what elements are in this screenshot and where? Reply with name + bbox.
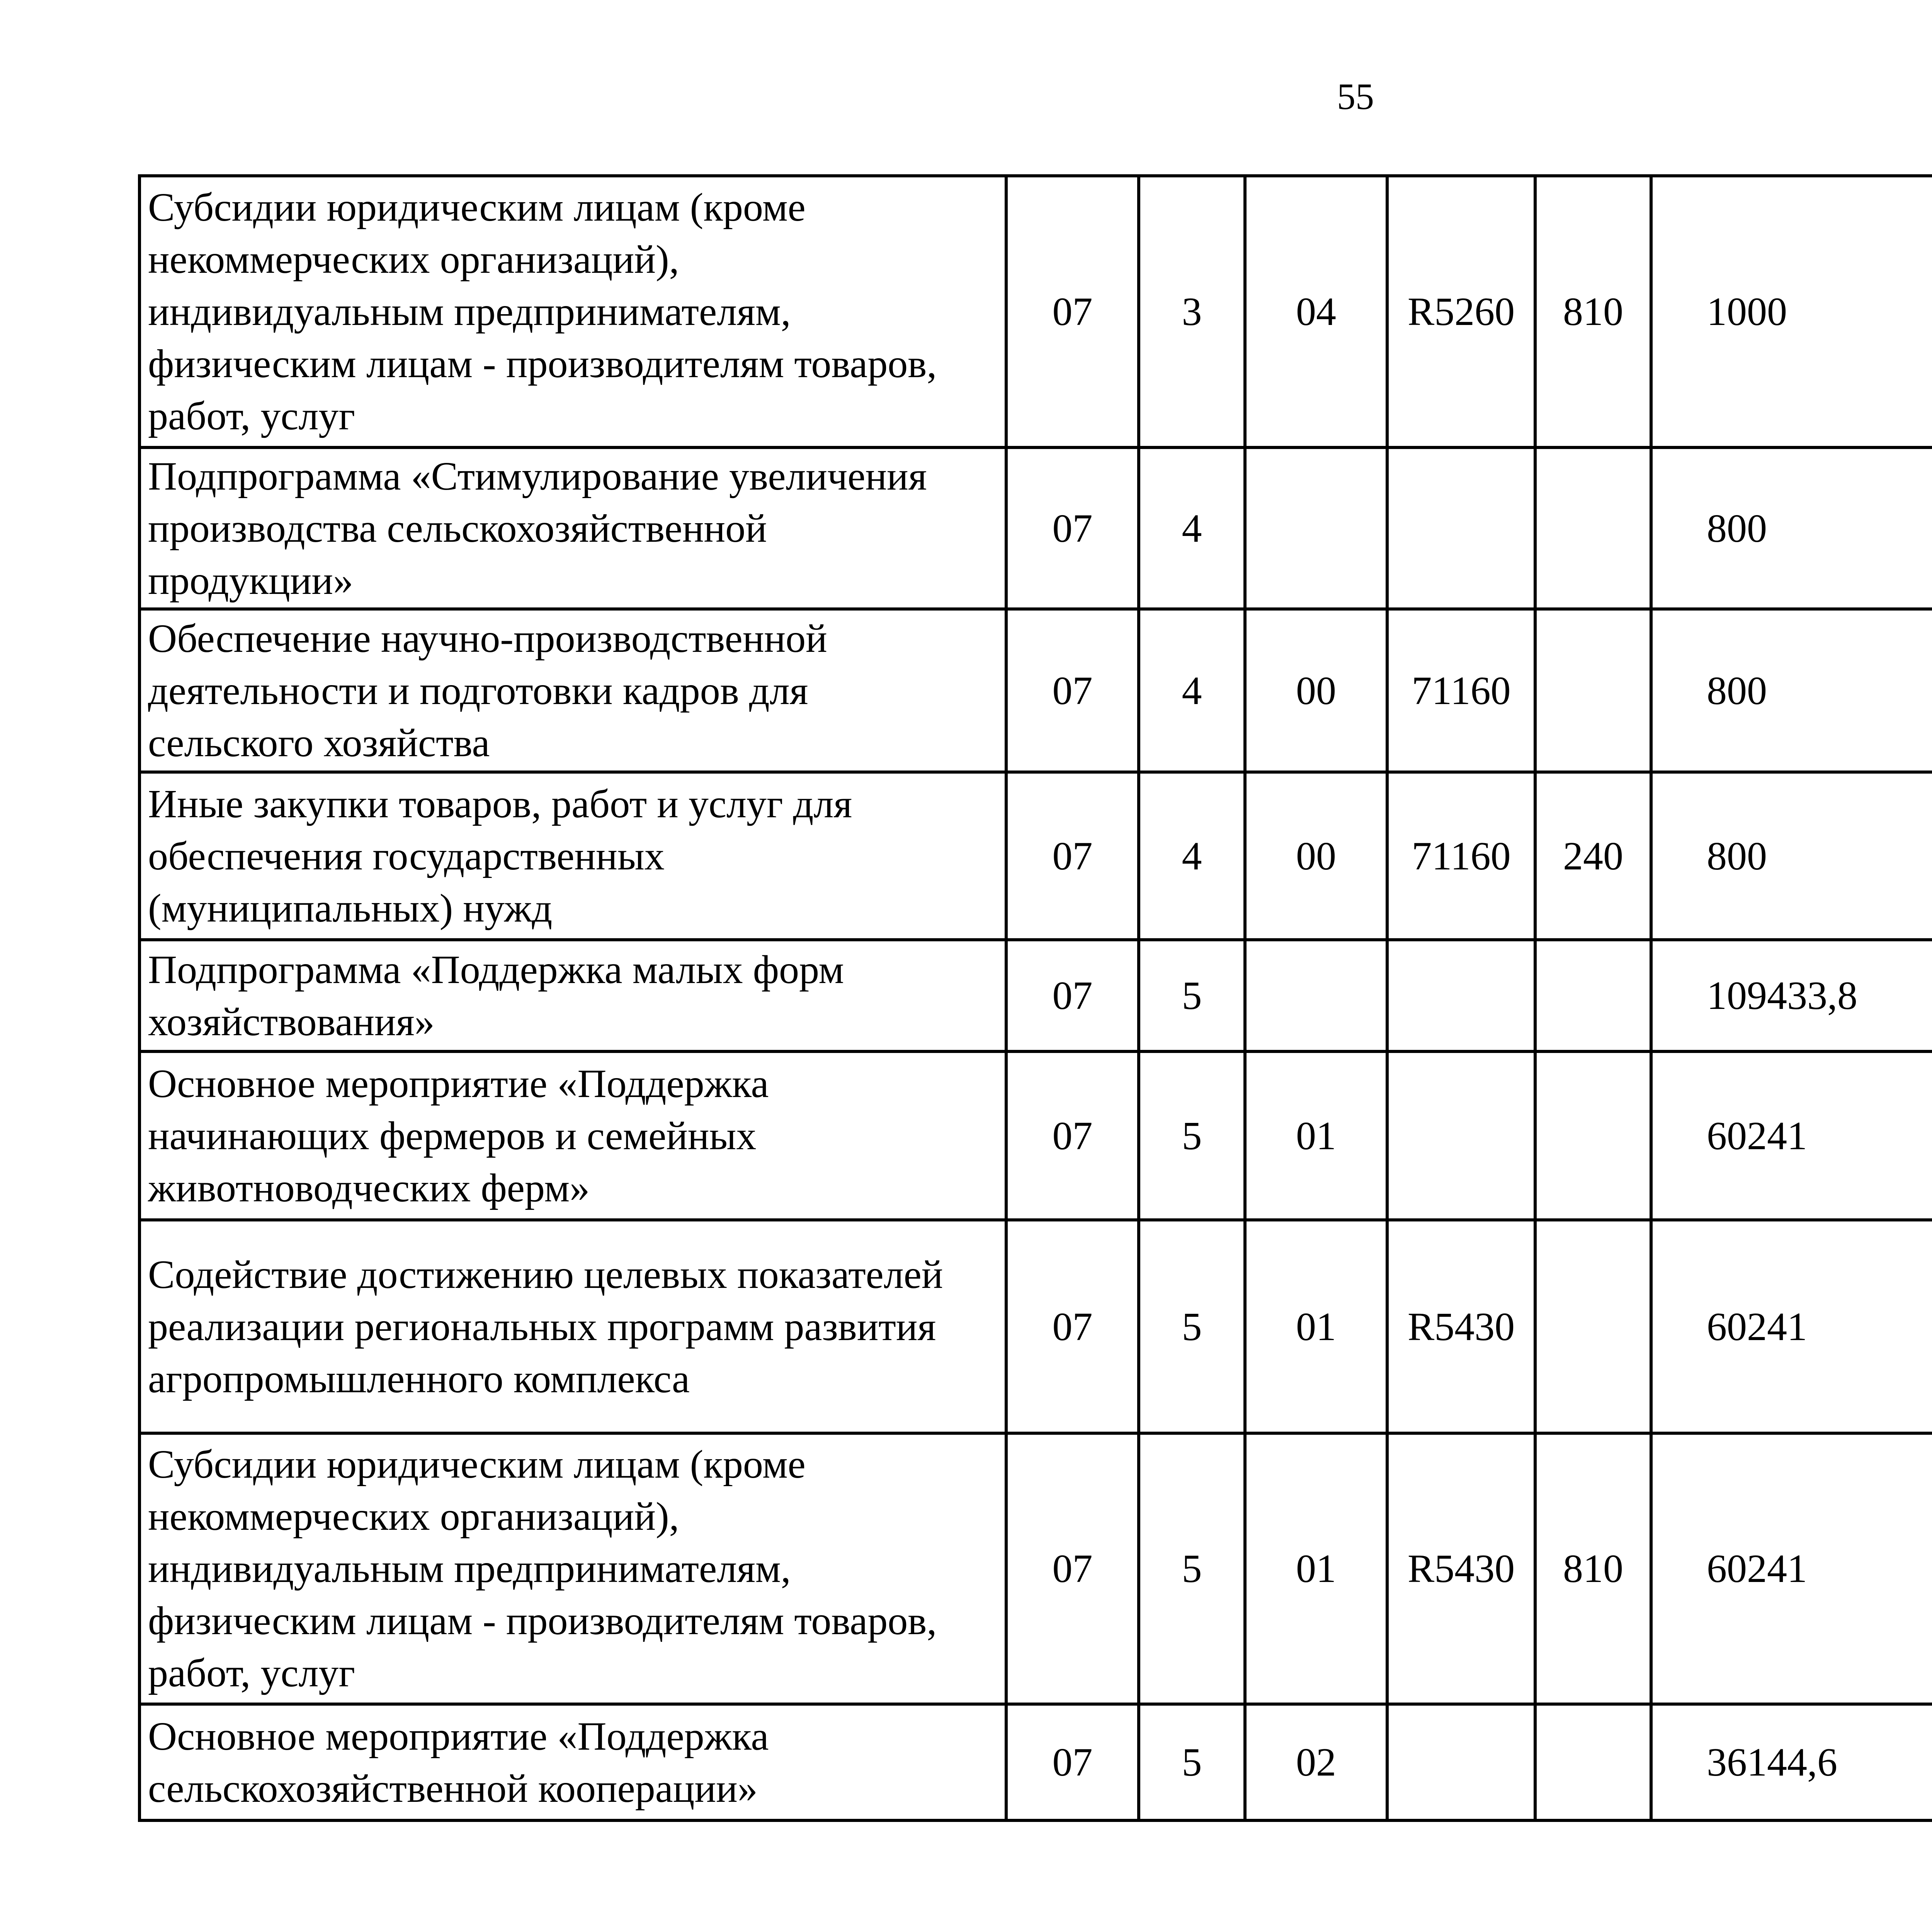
row-name-line: физическим лицам - производителям товаров, bbox=[148, 342, 937, 386]
amount-1-cell: 109433,8 bbox=[1651, 940, 1932, 1051]
subprogram-code-cell: 4 bbox=[1139, 609, 1245, 772]
program-code-cell: 07 bbox=[1006, 940, 1139, 1051]
event-code-cell bbox=[1245, 940, 1387, 1051]
event-code-cell: 00 bbox=[1245, 609, 1387, 772]
row-name-cell bbox=[139, 940, 1006, 1051]
table-row bbox=[139, 1051, 1932, 1220]
program-code-cell: 07 bbox=[1006, 176, 1139, 447]
program-code-cell: 07 bbox=[1006, 1433, 1139, 1704]
table-row bbox=[139, 1433, 1932, 1704]
amount-1-cell: 800 bbox=[1651, 447, 1932, 609]
row-name-cell bbox=[139, 176, 1006, 447]
row-name-line: хозяйствования» bbox=[148, 999, 435, 1044]
expense-type-cell bbox=[1535, 1051, 1651, 1220]
program-code-cell: 07 bbox=[1006, 1704, 1139, 1820]
row-name-line: Подпрограмма «Поддержка малых форм bbox=[148, 947, 844, 992]
row-name-line: агропромышленного комплекса bbox=[148, 1356, 690, 1401]
row-name-line: индивидуальным предпринимателям, bbox=[148, 289, 791, 334]
row-name-line: деятельности и подготовки кадров для bbox=[148, 668, 808, 713]
subprogram-code-cell: 5 bbox=[1139, 1051, 1245, 1220]
row-name-cell bbox=[139, 447, 1006, 609]
row-name-cell bbox=[139, 1433, 1006, 1704]
direction-code-cell: R5430 bbox=[1387, 1220, 1535, 1433]
event-code-cell: 01 bbox=[1245, 1220, 1387, 1433]
event-code-cell: 02 bbox=[1245, 1704, 1387, 1820]
direction-code-cell bbox=[1387, 1704, 1535, 1820]
amount-1-cell: 60241 bbox=[1651, 1051, 1932, 1220]
row-name-cell bbox=[139, 609, 1006, 772]
direction-code-cell: 71160 bbox=[1387, 609, 1535, 772]
row-name-line: Содействие достижению целевых показателей bbox=[148, 1252, 943, 1297]
direction-code-cell: R5430 bbox=[1387, 1433, 1535, 1704]
row-name-line: Субсидии юридическим лицам (кроме bbox=[148, 185, 806, 230]
amount-1-cell: 60241 bbox=[1651, 1433, 1932, 1704]
direction-code-cell bbox=[1387, 447, 1535, 609]
row-name-line: животноводческих ферм» bbox=[148, 1165, 590, 1210]
row-name-line: некоммерческих организаций), bbox=[148, 237, 679, 282]
subprogram-code-cell: 5 bbox=[1139, 1220, 1245, 1433]
expense-type-cell: 240 bbox=[1535, 772, 1651, 940]
amount-1-cell: 800 bbox=[1651, 772, 1932, 940]
subprogram-code-cell: 4 bbox=[1139, 447, 1245, 609]
table-row bbox=[139, 447, 1932, 609]
expense-type-cell bbox=[1535, 447, 1651, 609]
program-code-cell: 07 bbox=[1006, 772, 1139, 940]
row-name-line: работ, услуг bbox=[148, 1651, 355, 1695]
direction-code-cell: R5260 bbox=[1387, 176, 1535, 447]
row-name-line: Основное мероприятие «Поддержка bbox=[148, 1714, 769, 1759]
direction-code-cell bbox=[1387, 940, 1535, 1051]
row-name-line: начинающих фермеров и семейных bbox=[148, 1113, 757, 1158]
row-name-cell bbox=[139, 1051, 1006, 1220]
expense-type-cell bbox=[1535, 609, 1651, 772]
program-code-cell: 07 bbox=[1006, 1220, 1139, 1433]
expense-type-cell: 810 bbox=[1535, 1433, 1651, 1704]
table-row bbox=[139, 1704, 1932, 1820]
amount-1-cell: 1000 bbox=[1651, 176, 1932, 447]
subprogram-code-cell: 3 bbox=[1139, 176, 1245, 447]
row-name-line: Подпрограмма «Стимулирование увеличения bbox=[148, 454, 927, 498]
event-code-cell bbox=[1245, 447, 1387, 609]
row-name-line: некоммерческих организаций), bbox=[148, 1494, 679, 1539]
amount-1-cell: 36144,6 bbox=[1651, 1704, 1932, 1820]
row-name-line: обеспечения государственных bbox=[148, 833, 665, 878]
row-name-line: реализации региональных программ развития bbox=[148, 1304, 936, 1349]
program-code-cell: 07 bbox=[1006, 609, 1139, 772]
event-code-cell: 00 bbox=[1245, 772, 1387, 940]
event-code-cell: 04 bbox=[1245, 176, 1387, 447]
subprogram-code-cell: 5 bbox=[1139, 1433, 1245, 1704]
row-name-cell bbox=[139, 1220, 1006, 1433]
program-code-cell: 07 bbox=[1006, 447, 1139, 609]
table-row bbox=[139, 176, 1932, 447]
row-name-line: (муниципальных) нужд bbox=[148, 886, 553, 930]
row-name-line: производства сельскохозяйственной bbox=[148, 506, 767, 551]
direction-code-cell bbox=[1387, 1051, 1535, 1220]
expense-type-cell: 810 bbox=[1535, 176, 1651, 447]
direction-code-cell: 71160 bbox=[1387, 772, 1535, 940]
subprogram-code-cell: 5 bbox=[1139, 1704, 1245, 1820]
table-row bbox=[139, 1220, 1932, 1433]
subprogram-code-cell: 5 bbox=[1139, 940, 1245, 1051]
row-name-line: Основное мероприятие «Поддержка bbox=[148, 1061, 769, 1106]
event-code-cell: 01 bbox=[1245, 1051, 1387, 1220]
row-name-cell bbox=[139, 1704, 1006, 1820]
table-row bbox=[139, 609, 1932, 772]
subprogram-code-cell: 4 bbox=[1139, 772, 1245, 940]
row-name-line: индивидуальным предпринимателям, bbox=[148, 1546, 791, 1591]
row-name-line: работ, услуг bbox=[148, 394, 355, 438]
row-name-line: продукции» bbox=[148, 558, 354, 603]
table-row bbox=[139, 772, 1932, 940]
table-body bbox=[139, 176, 1932, 1820]
amount-1-cell: 800 bbox=[1651, 609, 1932, 772]
expense-type-cell bbox=[1535, 1220, 1651, 1433]
row-name-line: Иные закупки товаров, работ и услуг для bbox=[148, 781, 852, 826]
amount-1-cell: 60241 bbox=[1651, 1220, 1932, 1433]
expense-type-cell bbox=[1535, 1704, 1651, 1820]
table-row bbox=[139, 940, 1932, 1051]
row-name-line: Субсидии юридическим лицам (кроме bbox=[148, 1442, 806, 1487]
budget-table bbox=[138, 174, 1932, 1822]
program-code-cell: 07 bbox=[1006, 1051, 1139, 1220]
expense-type-cell bbox=[1535, 940, 1651, 1051]
row-name-line: сельскохозяйственной кооперации» bbox=[148, 1766, 758, 1811]
row-name-line: сельского хозяйства bbox=[148, 720, 490, 765]
row-name-line: Обеспечение научно-производственной bbox=[148, 616, 827, 661]
event-code-cell: 01 bbox=[1245, 1433, 1387, 1704]
page-number: 55 bbox=[1337, 76, 1374, 117]
row-name-cell bbox=[139, 772, 1006, 940]
row-name-line: физическим лицам - производителям товаров, bbox=[148, 1599, 937, 1643]
